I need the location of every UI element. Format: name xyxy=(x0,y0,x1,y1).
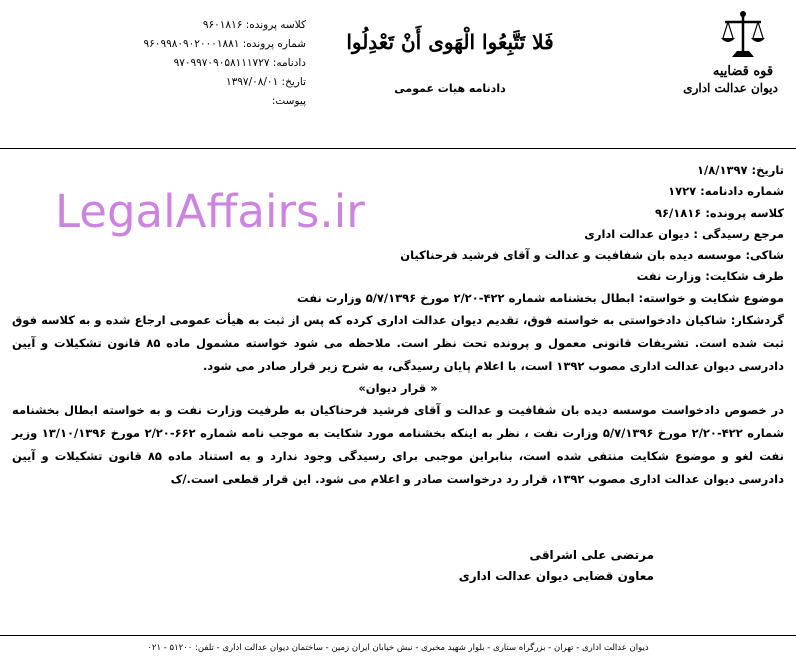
footer-divider xyxy=(0,635,796,636)
document-subtitle: دادنامه هیات عمومی xyxy=(394,82,506,95)
meta-date: تاریخ: ۱۳۹۷/۰۸/۰۱ xyxy=(226,76,306,88)
verdict-defendant: طرف شکایت: وزارت نفت xyxy=(636,269,784,284)
ruling-paragraph: در خصوص دادخواست موسسه دیده بان شفافیت و عدالت و آقای فرشید فرحناکیان به طرفیت وزارت نفت و به خواسته ابطال بخشنامه شماره ۴۲۲-۲/۲۰ مورخ ۵/۷/۱۳۹۶ وزارت نفت ، نظر به اینکه بخشنامه مورد شکایت به موجب نامه شماره ۶۶۲-۲/۲۰ مورخ ۱۳/۱۰/۱۳۹۶ وزیر نفت لغو و موضوع شکایت منتفی شده است، بنابراین موجبی برای رسیدگی وجود ندارد و به استناد ماده ۸۵ قانون تشکیلات و آیین دادرسی دیوان عدالت اداری مصوب ۱۳۹۲، قرار رد درخواست صادر و اعلام می شود. این قرار قطعی است./ک xyxy=(12,403,785,487)
signatory-title: معاون قضایی دیوان عدالت اداری xyxy=(458,569,654,583)
ruling-heading: « قرار دیوان» xyxy=(358,381,438,396)
meta-attachment: پیوست: xyxy=(271,95,306,107)
verdict-number: شماره دادنامه: ۱۷۲۷ xyxy=(668,184,784,199)
meta-case-class: کلاسه پرونده: ۹۶۰۱۸۱۶ xyxy=(202,19,306,31)
verdict-case-class: کلاسه پرونده: ۹۶/۱۸۱۶ xyxy=(654,205,784,220)
procedure-paragraph: گردشکار: شاکیان دادخواستی به خواسته فوق، تقدیم دیوان عدالت اداری کرده که پس از ثبت به هیأت عمومی ارجاع شده و به کلاسه فوق ثبت شده است. تشریفات قانونی معمول و پرونده تحت نظر است. ملاحظه می شود خواسته مشمول ماده ۸۵ قانون تشکیلات و آیین دادرسی دیوان عدالت اداری مصوب ۱۳۹۲ است، با اعلام پایان رسیدگی، به شرح زیر قرار صادر می شود. xyxy=(12,313,784,374)
header-divider xyxy=(0,148,796,149)
verdict-date: تاریخ: ۱/۸/۱۳۹۷ xyxy=(697,163,784,177)
verdict-authority: مرجع رسیدگی : دیوان عدالت اداری xyxy=(584,226,784,241)
verdict-plaintiff: شاکی: موسسه دیده بان شفافیت و عدالت و آقای فرشید فرحناکیان xyxy=(400,248,784,263)
quran-verse: فَلا تَتَّبِعُوا الْهَوى‏ أَنْ تَعْدِلُوا xyxy=(346,30,554,54)
emblem-caption: قوه قضاییه xyxy=(712,64,774,79)
watermark: LegalAffairs.ir xyxy=(55,185,365,238)
letterhead xyxy=(0,0,796,148)
meta-verdict-number: دادنامه: ۹۷۰۹۹۷۰۹۰۵۸۱۱۱۷۲۷ xyxy=(173,57,306,69)
judiciary-emblem xyxy=(683,10,778,118)
footer-address: دیوان عدالت اداری - تهران - بزرگراه ستاری - بلوار شهید مخبری - نبش خیابان ایران زمین - ساختمان دیوان عدالت اداری - تلفن: ۵۱۲۰۰ - ۰۲۱ xyxy=(147,643,649,653)
signatory-name: مرتضی علی اشراقی xyxy=(529,548,654,562)
meta-case-number: شماره پرونده: ۹۶۰۹۹۸۰۹۰۲۰۰۰۱۸۸۱ xyxy=(143,38,306,50)
case-metadata xyxy=(96,16,306,111)
signature-block xyxy=(0,545,796,587)
verdict-subject: موضوع شکایت و خواسته: ابطال بخشنامه شماره ۴۲۲-۲/۲۰ مورخ ۵/۷/۱۳۹۶ وزارت نفت xyxy=(297,290,784,305)
emblem-organization: دیوان عدالت اداری xyxy=(683,81,778,95)
scales-of-justice-icon xyxy=(720,10,766,60)
